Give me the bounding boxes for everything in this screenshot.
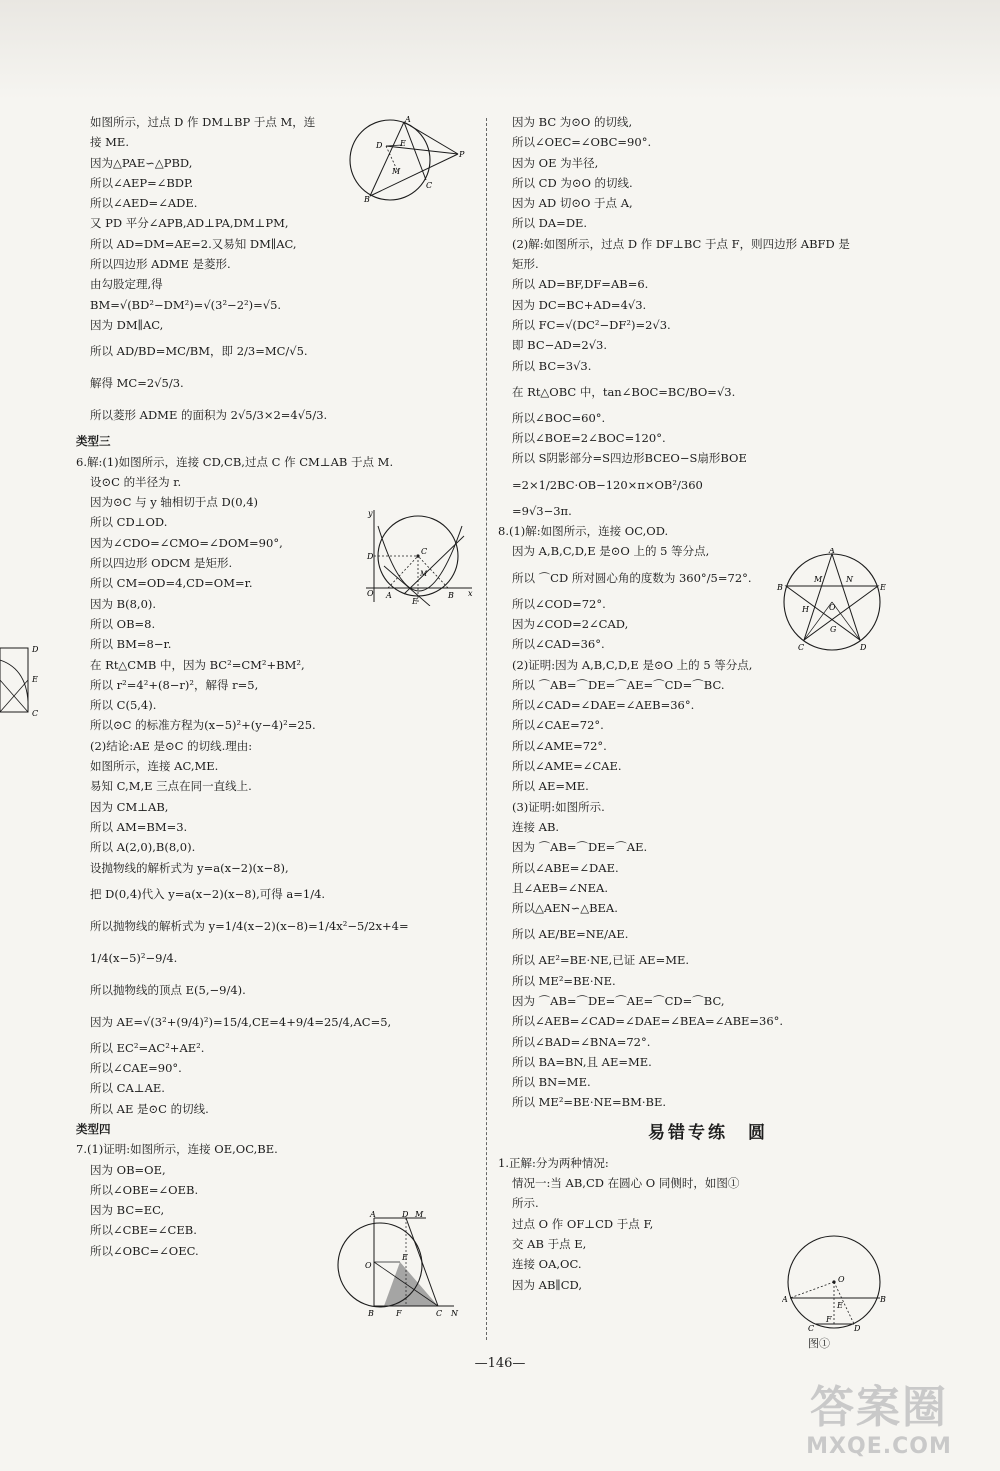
- text-line: 所以 AE 是⊙C 的切线.: [90, 1101, 209, 1116]
- right-column: [498, 112, 904, 1295]
- text-line: 所以菱形 ADME 的面积为 2√5/3×2=4√5/3.: [90, 408, 328, 423]
- text-line: 因为 AE=√(3²+(9/4)²)=15/4,CE=4+9/4=25/4,AC=5,: [90, 1014, 392, 1029]
- text-line: 因为 CM⊥AB,: [90, 799, 169, 814]
- text-line: 连接 AB.: [512, 819, 560, 834]
- text-line: 1.正解:分为两种情况:: [498, 1155, 609, 1170]
- text-line: (2)解:如图所示，过点 D 作 DF⊥BC 于点 F，则四边形 ABFD 是: [512, 236, 850, 251]
- column-divider: [486, 118, 487, 1340]
- text-line: 所以 AE²=BE·NE,已证 AE=ME.: [512, 953, 690, 968]
- figure-label: M: [415, 1210, 424, 1219]
- text-line: 所以∠BAD=∠BNA=72°.: [512, 1034, 651, 1049]
- figure-label: E: [400, 139, 406, 148]
- figure-label: E: [880, 583, 886, 592]
- text-line: 解得 MC=2√5/3.: [90, 376, 184, 391]
- text-line: 所以∠AME=72°.: [512, 738, 607, 753]
- text-line: 1/4(x−5)²−9/4.: [90, 950, 178, 965]
- text-line: 由勾股定理,得: [90, 277, 163, 292]
- text-line: 所以 AD=BF,DF=AB=6.: [512, 277, 649, 292]
- text-line: 因为 DM∥AC,: [90, 317, 164, 332]
- figure-circle-tangent-p: [346, 114, 472, 204]
- figure-label: D: [376, 141, 383, 150]
- text-line: 所以∠CBE=∠CEB.: [90, 1223, 197, 1238]
- text-line: 所以 OB=8.: [90, 616, 156, 631]
- text-line: 在 Rt△OBC 中，tan∠BOC=BC/BO=√3.: [512, 384, 736, 399]
- text-line: 所以∠AED=∠ADE.: [90, 196, 198, 211]
- figure-label: C: [421, 547, 428, 556]
- figure-label: E: [412, 597, 418, 606]
- figure-label: O: [367, 589, 374, 598]
- text-line: 因为△PAE∽△PBD,: [90, 155, 193, 170]
- text-line: 所以 DA=DE.: [512, 216, 588, 231]
- figure-label: E: [402, 1253, 408, 1262]
- text-line: 所以四边形 ADME 是菱形.: [90, 257, 231, 272]
- text-line: 因为∠CDO=∠CMO=∠DOM=90°,: [90, 535, 283, 550]
- text-line: 所以 EC²=AC²+AE².: [90, 1040, 205, 1055]
- figure-label: B: [777, 583, 783, 592]
- section-title: 易错专练 圆: [648, 1122, 768, 1143]
- text-line: 所以 BM=8−r.: [90, 637, 172, 652]
- text-line: (2)证明:因为 A,B,C,D,E 是⊙O 上的 5 等分点,: [512, 657, 753, 672]
- text-line: 所以∠CAD=36°.: [512, 637, 605, 652]
- figure-label: M: [814, 575, 823, 584]
- figure-label: C: [808, 1324, 815, 1332]
- text-line: BM=√(BD²−DM²)=√(3²−2²)=√5.: [90, 297, 282, 312]
- text-line: 所以∠COD=72°.: [512, 596, 606, 611]
- text-line: 所以 ME²=BE·NE=BM·BE.: [512, 1095, 667, 1110]
- text-line: 所以⊙C 的标准方程为(x−5)²+(y−4)²=25.: [90, 718, 316, 733]
- figure-label: C: [798, 643, 805, 652]
- figure-label: D: [402, 1210, 409, 1219]
- text-line: 因为∠COD=2∠CAD,: [512, 616, 629, 631]
- text-line: 因为 ⌒AB=⌒DE=⌒AE=⌒CD=⌒BC,: [512, 993, 725, 1008]
- text-line: 接 ME.: [90, 135, 129, 150]
- text-line: 8.(1)解:如图所示，连接 OC,OD.: [498, 524, 669, 539]
- text-line: 且∠AEB=∠NEA.: [512, 880, 608, 895]
- text-line: 又 PD 平分∠APB,AD⊥PA,DM⊥PM,: [90, 216, 289, 231]
- text-line: 所以 CM=OD=4,CD=OM=r.: [90, 576, 253, 591]
- figure-label: D: [367, 552, 374, 561]
- text-line: 连接 OA,OC.: [512, 1257, 582, 1272]
- text-line: 所以抛物线的解析式为 y=1/4(x−2)(x−8)=1/4x²−5/2x+4=: [90, 918, 409, 933]
- text-line: 因为 B(8,0).: [90, 596, 157, 611]
- figure-label: C: [436, 1309, 443, 1318]
- text-line: 所以△AEN∽△BEA.: [512, 901, 618, 916]
- text-line: 所以∠AME=∠CAE.: [512, 759, 622, 774]
- text-line: 所示.: [512, 1196, 539, 1211]
- text-line: 所以∠BOC=60°.: [512, 410, 606, 425]
- text-line: 所以 CD⊥OD.: [90, 515, 168, 530]
- text-line: 交 AB 于点 E,: [512, 1236, 587, 1251]
- text-line: 在 Rt△CMB 中，因为 BC²=CM²+BM²,: [90, 657, 305, 672]
- text-line: 所以 ⌒CD 所对圆心角的度数为 360°/5=72°.: [512, 570, 752, 585]
- figure-label: A: [386, 591, 392, 600]
- section-heading: 类型三: [76, 434, 111, 449]
- text-line: 所以 BN=ME.: [512, 1075, 591, 1090]
- figure-label: N: [846, 575, 853, 584]
- text-line: 所以 C(5,4).: [90, 698, 157, 713]
- figure-label: G: [830, 625, 837, 634]
- text-line: 所以∠AEB=∠CAD=∠DAE=∠BEA=∠ABE=36°.: [512, 1014, 784, 1029]
- left-column: [76, 112, 475, 1261]
- figure-label: B: [368, 1309, 374, 1318]
- figure-label: B: [880, 1295, 886, 1304]
- figure-label: O: [829, 603, 836, 612]
- figure-label: O: [838, 1275, 845, 1284]
- figure-label: P: [459, 150, 465, 159]
- text-line: 因为 DC=BC+AD=4√3.: [512, 297, 647, 312]
- figure-label: A: [829, 548, 835, 555]
- figure-label: x: [468, 589, 473, 598]
- figure-label: A: [782, 1295, 788, 1304]
- figure-label: N: [451, 1309, 458, 1318]
- watermark: [766, 1382, 992, 1468]
- text-line: 所以抛物线的顶点 E(5,−9/4).: [90, 982, 246, 997]
- text-line: 所以 ⌒AB=⌒DE=⌒AE=⌒CD=⌒BC.: [512, 677, 725, 692]
- text-line: 易知 C,M,E 三点在同一直线上.: [90, 779, 252, 794]
- text-line: 所以 r²=4²+(8−r)²，解得 r=5,: [90, 677, 259, 692]
- text-line: 所以∠OEC=∠OBC=90°.: [512, 135, 652, 150]
- figure-label: C: [32, 709, 39, 718]
- text-line: 如图所示，连接 AC,ME.: [90, 759, 219, 774]
- text-line: 所以 CD 为⊙O 的切线.: [512, 175, 633, 190]
- figure-pentagram: [774, 548, 890, 656]
- text-line: (3)证明:如图所示.: [512, 799, 605, 814]
- page-number: —146—: [474, 1356, 526, 1371]
- figure-shaded-tangent: [330, 1210, 462, 1322]
- text-line: 因为 AD 切⊙O 于点 A,: [512, 196, 633, 211]
- text-line: 因为 A,B,C,D,E 是⊙O 上的 5 等分点,: [512, 544, 710, 559]
- text-line: 所以 BA=BN,且 AE=ME.: [512, 1054, 652, 1069]
- figure-label: D: [854, 1324, 861, 1332]
- figure-label: H: [802, 605, 809, 614]
- figure-label: E: [32, 675, 38, 684]
- text-line: 情况一:当 AB,CD 在圆心 O 同侧时，如图①: [512, 1176, 740, 1191]
- figure-label: C: [426, 181, 433, 190]
- figure-label: B: [448, 591, 454, 600]
- figure-label: F: [396, 1309, 402, 1318]
- text-line: 所以 AE=ME.: [512, 779, 589, 794]
- text-line: 6.解:(1)如图所示，连接 CD,CB,过点 C 作 CM⊥AB 于点 M.: [76, 454, 394, 469]
- text-line: 所以 A(2,0),B(8,0).: [90, 840, 196, 855]
- figure-label: M: [392, 167, 401, 176]
- text-line: (2)结论:AE 是⊙C 的切线.理由:: [90, 738, 253, 753]
- figure-label: O: [365, 1261, 372, 1270]
- figure-label: A: [370, 1210, 376, 1219]
- figure-label: D: [860, 643, 867, 652]
- text-line: 所以 S阴影部分=S四边形BCEO−S扇形BOE: [512, 451, 747, 466]
- text-line: 所以 ME²=BE·NE.: [512, 973, 616, 988]
- text-line: 因为 BC=EC,: [90, 1203, 165, 1218]
- text-line: 因为 OE 为半径,: [512, 155, 599, 170]
- text-line: =9√3−3π.: [512, 503, 572, 518]
- text-line: 设抛物线的解析式为 y=a(x−2)(x−8),: [90, 860, 289, 875]
- figure-label: F: [826, 1315, 832, 1324]
- text-line: 设⊙C 的半径为 r.: [90, 474, 182, 489]
- text-line: 7.(1)证明:如图所示，连接 OE,OC,BE.: [76, 1142, 278, 1157]
- text-line: 如图所示，过点 D 作 DM⊥BP 于点 M，连: [90, 115, 316, 129]
- text-line: 所以四边形 ODCM 是矩形.: [90, 556, 233, 571]
- watermark-logo-text: 答案圈: [810, 1382, 948, 1433]
- text-line: 所以∠CAD=∠DAE=∠AEB=36°.: [512, 698, 695, 713]
- text-line: =2×1/2BC·OB−120×π×OB²/360: [512, 477, 703, 492]
- text-line: 把 D(0,4)代入 y=a(x−2)(x−8),可得 a=1/4.: [90, 886, 326, 901]
- text-line: 因为 OB=OE,: [90, 1162, 166, 1177]
- figure-circle-parabola: [364, 506, 476, 606]
- text-line: 所以∠AEP=∠BDP.: [90, 175, 194, 190]
- section-heading: 类型四: [76, 1121, 111, 1136]
- text-line: 所以∠OBC=∠OEC.: [90, 1243, 199, 1258]
- text-line: 即 BC−AD=2√3.: [512, 338, 608, 353]
- figure-label: M: [420, 570, 428, 578]
- text-line: 矩形.: [512, 257, 539, 272]
- text-line: 所以 AD/BD=MC/BM，即 2/3=MC/√5.: [90, 344, 308, 359]
- text-line: 所以 AD=DM=AE=2.又易知 DM∥AC,: [90, 236, 297, 251]
- text-line: 所以∠OBE=∠OEB.: [90, 1182, 199, 1197]
- text-line: 所以∠CAE=72°.: [512, 718, 604, 733]
- text-line: 所以 AM=BM=3.: [90, 819, 188, 834]
- text-line: 所以 BC=3√3.: [512, 358, 592, 373]
- text-line: 因为 AB∥CD,: [512, 1277, 582, 1292]
- text-line: 所以 CA⊥AE.: [90, 1081, 165, 1096]
- figure-caption: 图①: [808, 1337, 830, 1350]
- watermark-url: MXQE.COM: [806, 1434, 952, 1459]
- text-line: 因为⊙C 与 y 轴相切于点 D(0,4): [90, 495, 259, 510]
- fig1-label: A: [405, 115, 411, 124]
- text-line: 所以∠BOE=2∠BOC=120°.: [512, 431, 666, 446]
- figure-parallel-chords: [782, 1232, 890, 1350]
- figure-label: B: [364, 195, 370, 204]
- figure-label: D: [32, 645, 39, 654]
- figure-label: y: [368, 509, 373, 518]
- text-line: 所以∠CAE=90°.: [90, 1061, 182, 1076]
- text-line: 过点 O 作 OF⊥CD 于点 F,: [512, 1216, 654, 1231]
- text-line: 所以 FC=√(DC²−DF²)=2√3.: [512, 317, 671, 332]
- scan-shadow: [0, 0, 1000, 100]
- text-line: 所以∠ABE=∠DAE.: [512, 860, 619, 875]
- text-line: 因为 ⌒AB=⌒DE=⌒AE.: [512, 840, 648, 855]
- text-line: 所以 AE/BE=NE/AE.: [512, 927, 629, 942]
- margin-figure-fragment: [0, 640, 46, 724]
- figure-label: E: [837, 1301, 843, 1310]
- text-line: 因为 BC 为⊙O 的切线,: [512, 115, 633, 129]
